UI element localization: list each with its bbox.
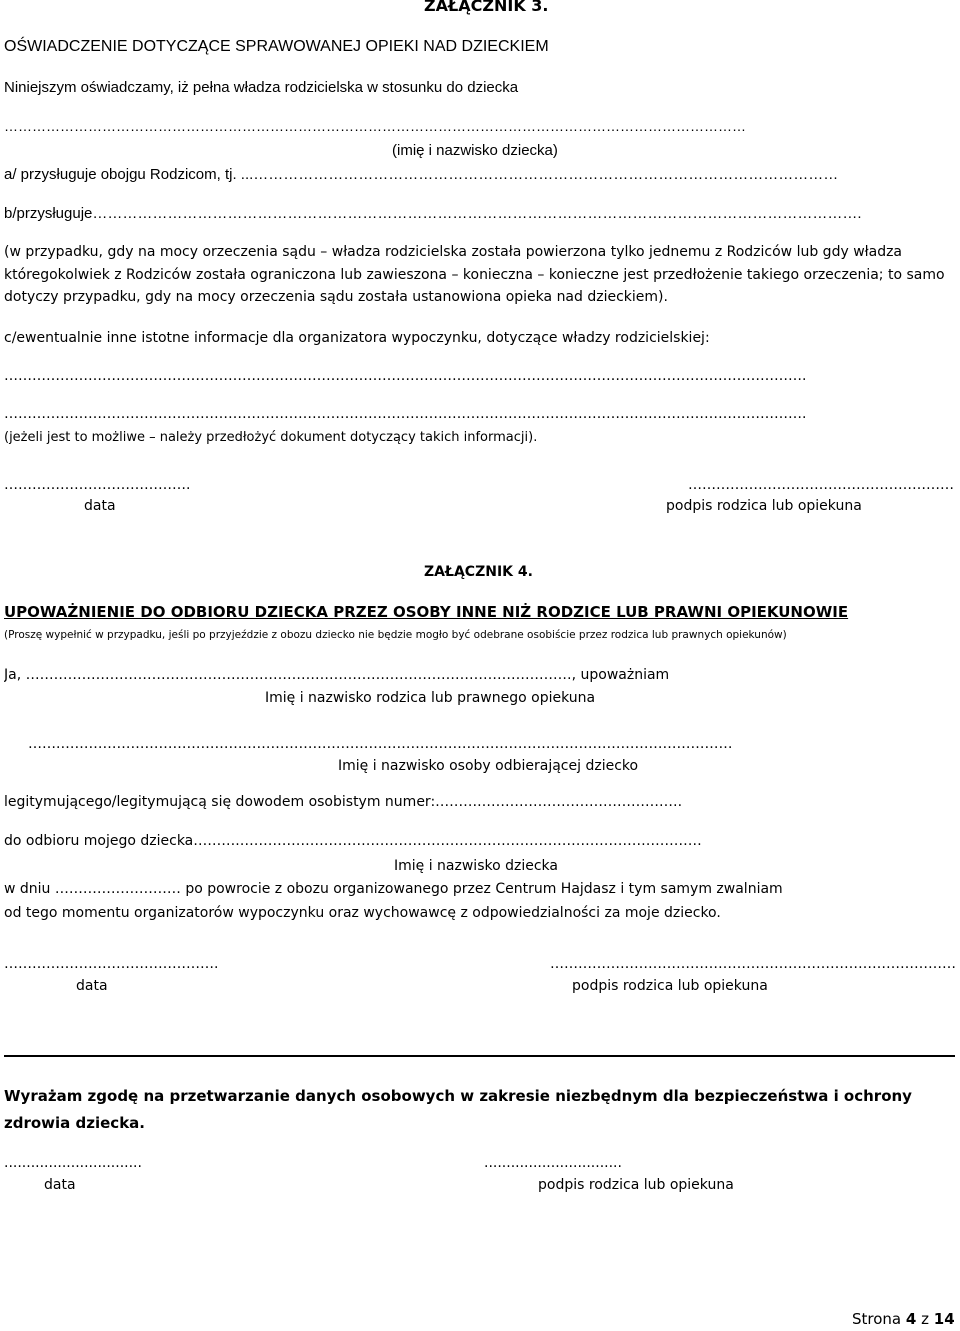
consent-statement: Wyrażam zgodę na przetwarzanie danych osobowych w zakresie niezbędnym dla bezpieczeństwa i ochrony zdrowia dziecka.	[4, 1087, 912, 1132]
pickup-person-field[interactable]: …….………………………………………………………………………………………………………………………………	[28, 736, 733, 752]
consent-date-field[interactable]: ...............................	[4, 1155, 142, 1171]
page-of: z	[921, 1310, 929, 1328]
consent-signature-label: podpis rodzica lub opiekuna	[538, 1177, 734, 1193]
parent-name-caption: Imię i nazwisko rodzica lub prawnego opiekuna	[265, 690, 596, 706]
other-info-field-2[interactable]: ……………………………………………………………………………………………………………………………………………………….	[4, 406, 807, 422]
authorizing-parent-field[interactable]: Ja, ………………………………………………………………………………………………………, upoważniam	[4, 667, 670, 683]
page-total: 14	[933, 1310, 955, 1328]
page-current: 4	[905, 1310, 917, 1328]
consent-signature-field[interactable]: ...............................	[484, 1155, 622, 1171]
pickup-person-caption: Imię i nazwisko osoby odbierającej dziecko	[338, 758, 639, 774]
release-statement: od tego momentu organizatorów wypoczynku oraz wychowawcę z odpowiedzialności za moje dziecko.	[4, 905, 721, 921]
child-name-caption: (imię i nazwisko dziecka)	[392, 142, 558, 159]
annex4-signature-label: podpis rodzica lub opiekuna	[572, 978, 768, 994]
page-number	[852, 1310, 955, 1328]
child-name-field[interactable]: ……………………………………………………………………………………………………………………………………………	[4, 118, 746, 134]
section-divider	[4, 1055, 955, 1057]
annex3-signature-field[interactable]: …………………………………………………	[688, 477, 954, 493]
annex4-instruction: (Proszę wypełnić w przypadku, jeśli po przyjeździe z obozu dziecko nie będzie mogło być odebrane osobiście przez rodzica lub prawnych opiekunów)	[4, 629, 787, 641]
annex3-date-label: data	[84, 498, 116, 514]
annex3-intro: Niniejszym oświadczamy, iż pełna władza rodzicielska w stosunku do dziecka	[4, 79, 519, 96]
id-number-field[interactable]: legitymującego/legitymującą się dowodem osobistym numer:……….…………………………………….	[4, 794, 683, 810]
child-pickup-field[interactable]: do odbioru mojego dziecka……….………………………………………………………………………………………	[4, 833, 702, 849]
option-a-field[interactable]: a/ przysługuje obojgu Rodzicom, tj. ...………………………………………………………………………………………………………	[4, 166, 839, 183]
annex3-date-field[interactable]: ………………………………….	[4, 477, 191, 493]
option-c-label: c/ewentualnie inne istotne informacje dla organizatora wypoczynku, dotyczące władzy rodzicielskiej:	[4, 330, 710, 346]
document-note: (jeżeli jest to możliwe – należy przedłożyć dokument dotyczący takich informacji).	[4, 430, 538, 445]
annex4-date-field[interactable]: ……………………………………….	[4, 956, 219, 972]
page-word: Strona	[852, 1310, 902, 1328]
other-info-field-1[interactable]: ……………………………………………………………………………………………………………………………………………………….	[4, 368, 807, 384]
annex4-signature-field[interactable]: ……………………………………………………………………………	[550, 956, 956, 972]
annex3-heading: ZAŁĄCZNIK 3.	[424, 0, 549, 15]
annex4-heading: ZAŁĄCZNIK 4.	[424, 564, 533, 580]
annex4-title: UPOWAŻNIENIE DO ODBIORU DZIECKA PRZEZ OSOBY INNE NIŻ RODZICE LUB PRAWNI OPIEKUNOWIE	[4, 603, 849, 621]
annex3-title: OŚWIADCZENIE DOTYCZĄCE SPRAWOWANEJ OPIEKI NAD DZIECKIEM	[4, 38, 549, 55]
annex3-signature-label: podpis rodzica lub opiekuna	[666, 498, 862, 514]
child-name-caption-2: Imię i nazwisko dziecka	[394, 858, 558, 874]
annex4-date-label: data	[76, 978, 108, 994]
annex3-note: (w przypadku, gdy na mocy orzeczenia sądu – władza rodzicielska została powierzona tylko jednemu z Rodziców lub gdy władza któregokolwiek z Rodziców została ograniczona lub zawieszona – konieczna – konieczne jest przedłożenie takiego orzeczenia; to samo dotyczy przypadku, gdy na mocy orzeczenia sądu została ustanowiona opieka nad dzieckiem).	[4, 244, 945, 305]
option-b-field[interactable]: b/przysługuje……………………………………………………………………………………………………………………………………….	[4, 205, 862, 222]
pickup-date-field[interactable]: w dniu ……………………… po powrocie z obozu organizowanego przez Centrum Hajdasz i tym samym zwalniam	[4, 881, 783, 897]
consent-date-label: data	[44, 1177, 76, 1193]
